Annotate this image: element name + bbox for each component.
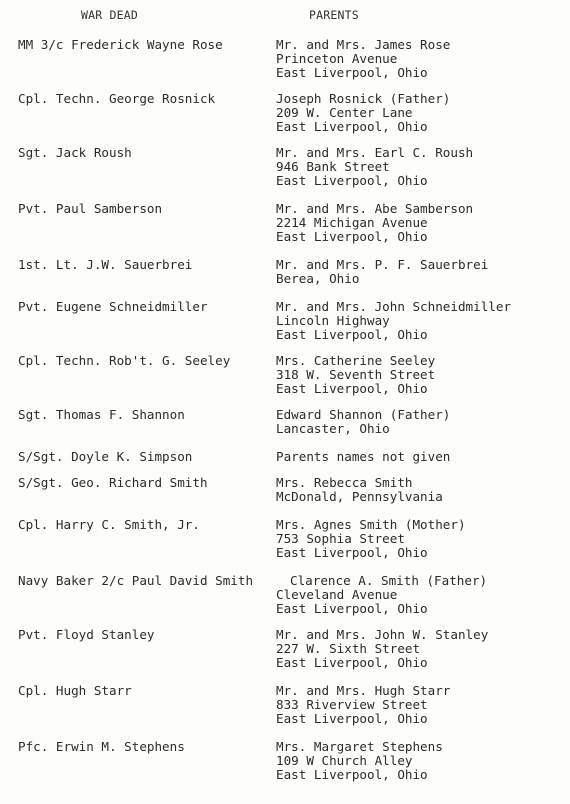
parents-line: East Liverpool, Ohio bbox=[276, 119, 428, 134]
parents-line: 227 W. Sixth Street bbox=[276, 641, 421, 656]
parents-block bbox=[276, 354, 435, 396]
parents-line: 109 W Church Alley bbox=[276, 753, 413, 768]
parents-line: East Liverpool, Ohio bbox=[276, 545, 428, 560]
parents-block bbox=[276, 450, 450, 464]
parents-block bbox=[276, 740, 443, 782]
parents-line: Clarence A. Smith (Father) bbox=[290, 573, 488, 588]
parents-line: East Liverpool, Ohio bbox=[276, 327, 428, 342]
parents-line: Berea, Ohio bbox=[276, 271, 360, 286]
parents-block bbox=[276, 518, 466, 560]
war-dead-name: Navy Baker 2/c Paul David Smith bbox=[18, 573, 254, 588]
parents-line: Cleveland Avenue bbox=[276, 587, 398, 602]
parents-line: 2214 Michigan Avenue bbox=[276, 215, 428, 230]
war-dead-name: Cpl. Harry C. Smith, Jr. bbox=[18, 517, 200, 532]
parents-line: East Liverpool, Ohio bbox=[276, 173, 428, 188]
parents-line: Mr. and Mrs. John W. Stanley bbox=[276, 627, 489, 642]
parents-line: East Liverpool, Ohio bbox=[276, 601, 428, 616]
parents-line: Mrs. Margaret Stephens bbox=[276, 739, 443, 754]
war-dead-name: Pvt. Floyd Stanley bbox=[18, 627, 155, 642]
parents-line: 318 W. Seventh Street bbox=[276, 367, 436, 382]
war-dead-name: Pfc. Erwin M. Stephens bbox=[18, 739, 185, 754]
parents-line: Lincoln Highway bbox=[276, 313, 390, 328]
parents-line: Mrs. Agnes Smith (Mother) bbox=[276, 517, 466, 532]
column-header-war-dead: WAR DEAD bbox=[81, 8, 138, 22]
parents-line: East Liverpool, Ohio bbox=[276, 711, 428, 726]
parents-block bbox=[276, 92, 450, 134]
war-dead-name: Cpl. Techn. George Rosnick bbox=[18, 91, 216, 106]
parents-line: Mr. and Mrs. Abe Samberson bbox=[276, 201, 474, 216]
parents-block bbox=[276, 300, 511, 342]
parents-line: Edward Shannon (Father) bbox=[276, 407, 451, 422]
war-dead-name: 1st. Lt. J.W. Sauerbrei bbox=[18, 257, 193, 272]
war-dead-name: S/Sgt. Geo. Richard Smith bbox=[18, 475, 208, 490]
war-dead-name: Sgt. Thomas F. Shannon bbox=[18, 407, 185, 422]
parents-line: Mr. and Mrs. P. F. Sauerbrei bbox=[276, 257, 489, 272]
parents-block bbox=[276, 38, 450, 80]
parents-block bbox=[276, 408, 450, 436]
parents-block bbox=[276, 202, 473, 244]
parents-block bbox=[276, 574, 487, 616]
war-dead-name: Cpl. Techn. Rob't. G. Seeley bbox=[18, 353, 231, 368]
parents-line: Mrs. Catherine Seeley bbox=[276, 353, 436, 368]
parents-line: Parents names not given bbox=[276, 449, 451, 464]
parents-line: Mrs. Rebecca Smith bbox=[276, 475, 413, 490]
parents-line: 833 Riverview Street bbox=[276, 697, 428, 712]
war-dead-name: MM 3/c Frederick Wayne Rose bbox=[18, 37, 223, 52]
war-dead-name: Pvt. Paul Samberson bbox=[18, 201, 163, 216]
parents-line: Mr. and Mrs. Hugh Starr bbox=[276, 683, 451, 698]
parents-line: 753 Sophia Street bbox=[276, 531, 405, 546]
parents-line: Lancaster, Ohio bbox=[276, 421, 390, 436]
parents-line: East Liverpool, Ohio bbox=[276, 767, 428, 782]
parents-line: East Liverpool, Ohio bbox=[276, 229, 428, 244]
parents-line: Joseph Rosnick (Father) bbox=[276, 91, 451, 106]
parents-block bbox=[276, 146, 473, 188]
parents-line: McDonald, Pennsylvania bbox=[276, 489, 443, 504]
parents-line: East Liverpool, Ohio bbox=[276, 65, 428, 80]
parents-line: Princeton Avenue bbox=[276, 51, 398, 66]
parents-line: 209 W. Center Lane bbox=[276, 105, 413, 120]
parents-line: Mr. and Mrs. Earl C. Roush bbox=[276, 145, 474, 160]
parents-block bbox=[276, 628, 488, 670]
parents-line: 946 Bank Street bbox=[276, 159, 390, 174]
war-dead-name: Sgt. Jack Roush bbox=[18, 145, 132, 160]
war-dead-name: S/Sgt. Doyle K. Simpson bbox=[18, 449, 193, 464]
column-header-parents: PARENTS bbox=[309, 8, 359, 22]
parents-line: East Liverpool, Ohio bbox=[276, 381, 428, 396]
parents-block bbox=[276, 258, 488, 286]
war-dead-name: Cpl. Hugh Starr bbox=[18, 683, 132, 698]
parents-block bbox=[276, 476, 443, 504]
war-dead-name: Pvt. Eugene Schneidmiller bbox=[18, 299, 208, 314]
parents-line: East Liverpool, Ohio bbox=[276, 655, 428, 670]
parents-line: Mr. and Mrs. James Rose bbox=[276, 37, 451, 52]
parents-block bbox=[276, 684, 450, 726]
parents-line: Mr. and Mrs. John Schneidmiller bbox=[276, 299, 512, 314]
